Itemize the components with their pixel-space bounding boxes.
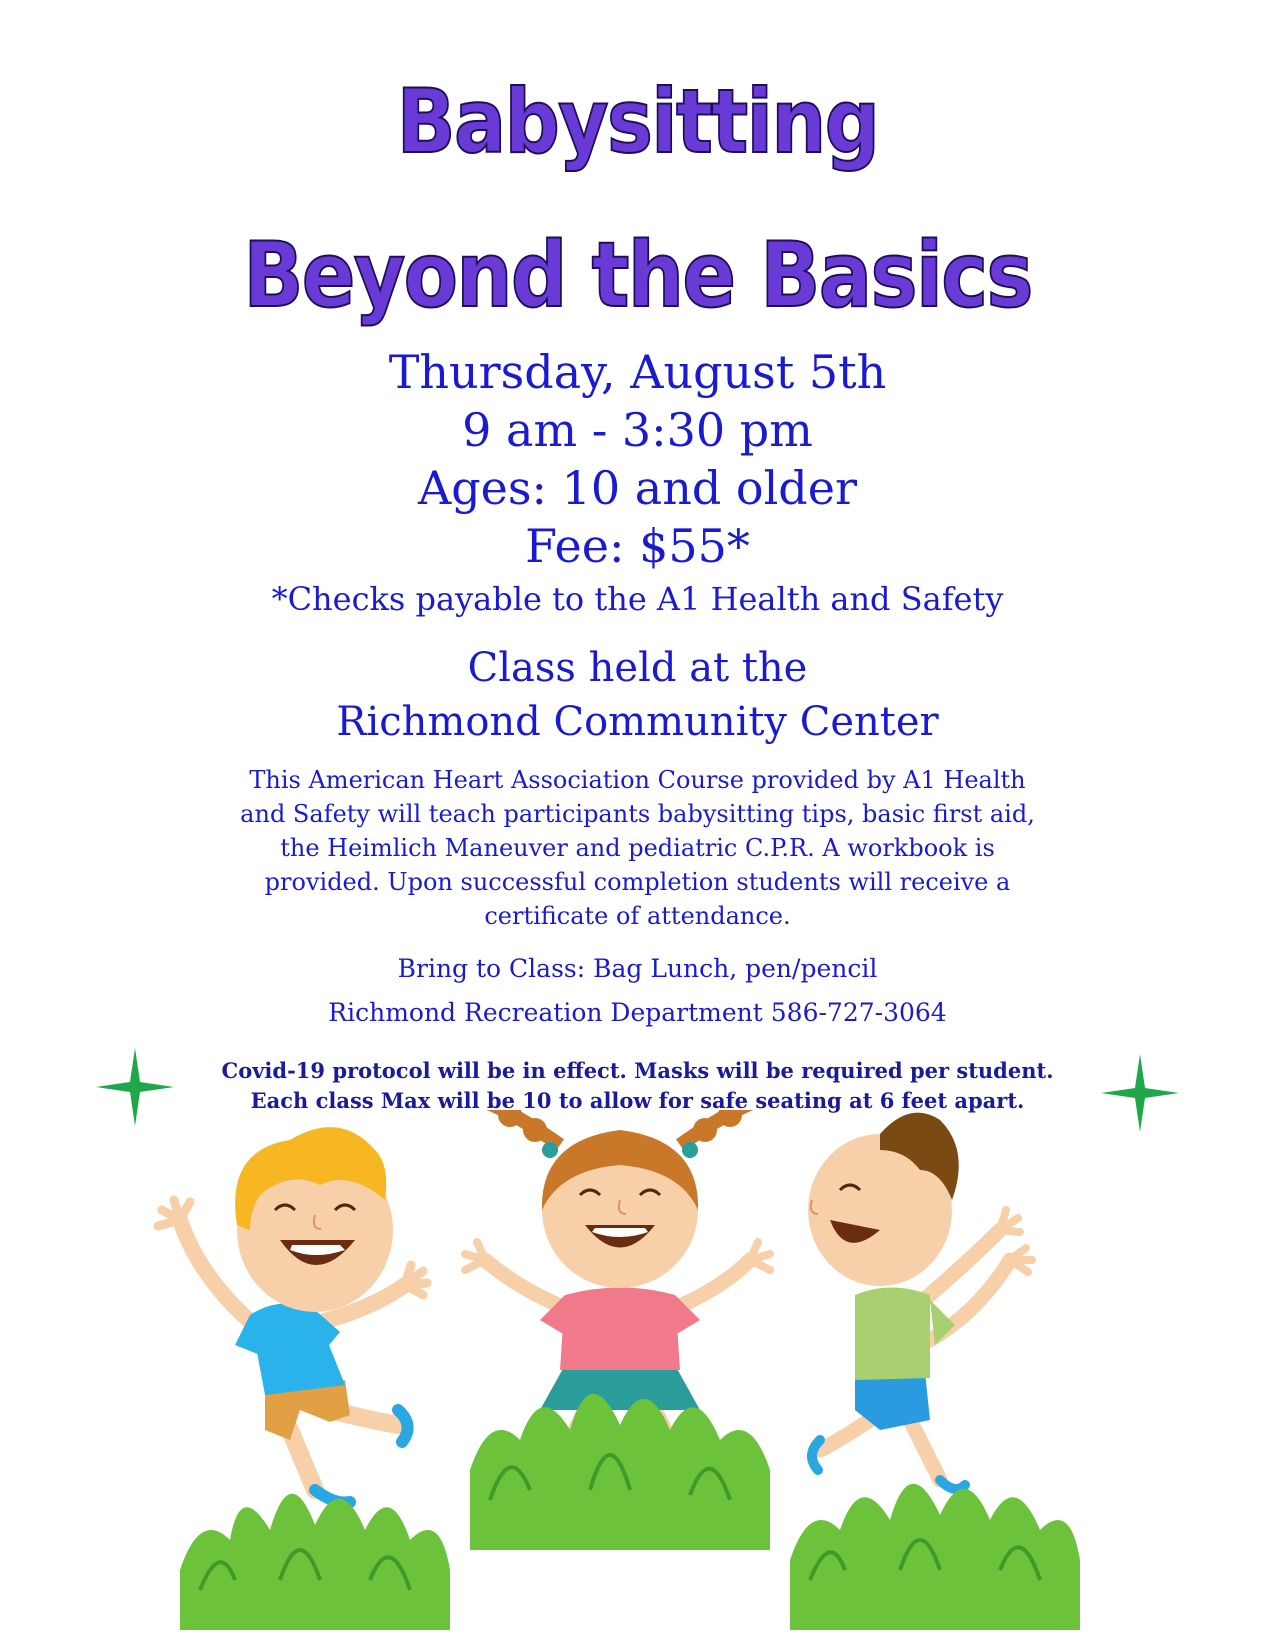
- course-description: [185, 763, 1090, 933]
- description-line: This American Heart Association Course provided by A1 Health: [249, 766, 1026, 794]
- covid-notice-line-1: Covid-19 protocol will be in effect. Masks will be required per student.: [221, 1058, 1054, 1083]
- three-jumping-kids-illustration: [140, 1110, 1140, 1630]
- bring-to-class: Bring to Class: Bag Lunch, pen/pencil: [397, 954, 878, 983]
- department-contact: Richmond Recreation Department 586-727-3064: [328, 998, 947, 1027]
- description-line: the Heimlich Maneuver and pediatric C.P.R. A workbook is: [280, 834, 995, 862]
- checks-note: *Checks payable to the A1 Health and Safety: [271, 580, 1004, 618]
- kid-blond-icon: [158, 1127, 427, 1502]
- title-line-2: Beyond the Basics: [243, 223, 1032, 328]
- title-line-1: Babysitting: [396, 70, 879, 173]
- description-line: certificate of attendance.: [484, 902, 791, 930]
- event-ages: Ages: 10 and older: [418, 461, 857, 515]
- description-line: and Safety will teach participants babysitting tips, basic first aid,: [240, 800, 1035, 828]
- kid-girl-icon: [465, 1110, 770, 1460]
- grass-tuft-icon: [180, 1494, 450, 1630]
- grass-tuft-icon: [790, 1484, 1080, 1630]
- covid-notice-line-2: Each class Max will be 10 to allow for safe seating at 6 feet apart.: [250, 1088, 1025, 1113]
- event-fee: Fee: $55*: [525, 519, 750, 573]
- event-time: 9 am - 3:30 pm: [462, 403, 813, 457]
- location-line-2: Richmond Community Center: [336, 699, 939, 745]
- event-date: Thursday, August 5th: [388, 345, 887, 399]
- grass-tuft-icon: [470, 1394, 770, 1550]
- location-line-1: Class held at the: [467, 645, 808, 691]
- kid-boy-icon: [808, 1113, 1032, 1489]
- description-line: provided. Upon successful completion students will receive a: [264, 868, 1011, 896]
